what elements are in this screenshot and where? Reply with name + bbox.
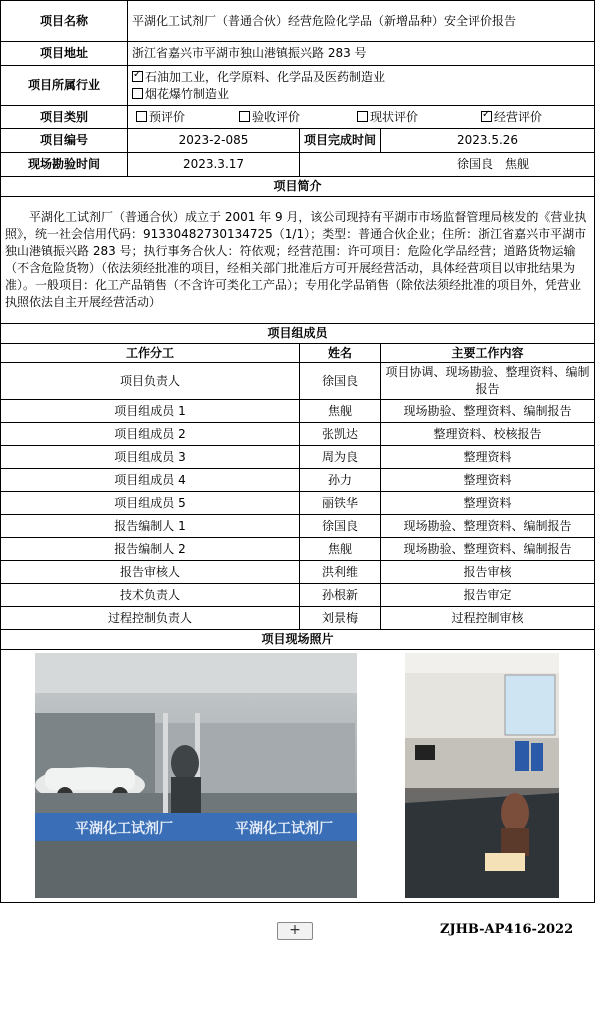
checkbox-icon [357,111,368,122]
member-row [1,584,595,607]
member-name: 洪利维 [300,561,381,584]
checkbox-icon [481,111,492,122]
member-row [1,400,595,423]
member-name: 刘景梅 [300,607,381,630]
project-name-value: 平湖化工试剂厂（普通合伙）经营危险化学品（新增品种）安全评价报告 [128,1,595,42]
member-role: 过程控制负责人 [1,607,300,630]
member-row [1,469,595,492]
member-work: 现场勘验、整理资料、编制报告 [381,538,595,561]
industry-option-label: 烟花爆竹制造业 [145,86,230,101]
member-work: 整理资料 [381,446,595,469]
member-role: 项目组成员 2 [1,423,300,446]
member-work: 过程控制审核 [381,607,595,630]
storefront-photo-image [35,653,357,898]
industry-option [132,69,590,86]
member-role: 项目组成员 5 [1,492,300,515]
member-role: 项目组成员 4 [1,469,300,492]
col-name-header: 姓名 [300,344,381,363]
office-photo-image [405,653,559,898]
member-name: 孙力 [300,469,381,492]
member-row [1,607,595,630]
member-work: 现场勘验、整理资料、编制报告 [381,400,595,423]
checkbox-icon [136,111,147,122]
member-name: 焦舰 [300,538,381,561]
member-name: 丽铁华 [300,492,381,515]
member-role: 项目组成员 3 [1,446,300,469]
member-row [1,446,595,469]
col-role-header: 工作分工 [1,344,300,363]
survey-time-label: 现场勘验时间 [1,153,128,177]
member-row [1,538,595,561]
member-name: 周为良 [300,446,381,469]
category-option [239,109,357,126]
member-role: 项目负责人 [1,363,300,400]
member-work: 报告审定 [381,584,595,607]
member-name: 张凯达 [300,423,381,446]
member-role: 报告编制人 2 [1,538,300,561]
project-address-label: 项目地址 [1,42,128,66]
member-work: 整理资料 [381,469,595,492]
col-work-header: 主要工作内容 [381,344,595,363]
office-photo [405,653,559,898]
category-option [357,109,481,126]
project-number-value: 2023-2-085 [128,129,300,153]
project-number-label: 项目编号 [1,129,128,153]
industry-option-label: 石油加工业，化学原料、化学品及医药制造业 [145,69,386,84]
project-industry-options [128,66,595,106]
project-industry-label: 项目所属行业 [1,66,128,106]
category-option-label: 经营评价 [494,109,543,124]
industry-option [132,86,590,103]
member-name: 徐国良 [300,515,381,538]
intro-text: 平湖化工试剂厂（普通合伙）成立于 2001 年 9 月，该公司现持有平湖市市场监督管理局核发的《营业执照》，统一社会信用代码：91330482730134725（1/1）；类型：普通合伙企业；住所：浙江省嘉兴市平湖市独山港镇振兴路 283 号；执行事务合伙人：符依观；经营范围：许可项目：危险化学品经营；道路货物运输（不含危险货物）（依法须经批准的项目，经相关部门批准后方可开展经营活动，具体经营项目以审批结果为准）。一般项目：化工产品销售（不含许可类化工产品）；专用化学品销售（除依法须经批准的项目外，凭营业执照依法自主开展经营活动） [1,197,595,324]
member-name: 孙根新 [300,584,381,607]
member-row [1,423,595,446]
category-option-label: 现状评价 [370,109,419,124]
photos-header: 项目现场照片 [1,630,595,650]
member-row [1,561,595,584]
checkbox-icon [239,111,250,122]
project-category-label: 项目类别 [1,106,128,129]
category-option-label: 验收评价 [252,109,301,124]
project-name-label: 项目名称 [1,1,128,42]
completion-time-label: 项目完成时间 [300,129,381,153]
category-option [128,109,239,126]
survey-staff: 徐国良 焦舰 [300,153,595,177]
member-work: 整理资料、校核报告 [381,423,595,446]
member-name: 徐国良 [300,363,381,400]
member-name: 焦舰 [300,400,381,423]
category-option [481,109,542,126]
intro-header: 项目简介 [1,177,595,197]
checkbox-icon [132,71,143,82]
member-row [1,363,595,400]
site-photos [1,650,595,903]
survey-time-value: 2023.3.17 [128,153,300,177]
member-work: 整理资料 [381,492,595,515]
member-role: 技术负责人 [1,584,300,607]
member-row [1,492,595,515]
project-address-value: 浙江省嘉兴市平湖市独山港镇振兴路 283 号 [128,42,595,66]
project-category-options [128,106,595,129]
member-work: 现场勘验、整理资料、编制报告 [381,515,595,538]
sign-text: 平湖化工试剂厂 [235,821,333,837]
member-role: 报告审核人 [1,561,300,584]
completion-time-value: 2023.5.26 [381,129,595,153]
member-work: 项目协调、现场勘验、整理资料、编制报告 [381,363,595,400]
document-code: ZJHB-AP416-2022 [440,922,574,937]
category-option-label: 预评价 [149,109,186,124]
member-role: 报告编制人 1 [1,515,300,538]
member-role: 项目组成员 1 [1,400,300,423]
member-work: 报告审核 [381,561,595,584]
expand-button[interactable]: + [277,922,313,940]
member-row [1,515,595,538]
members-header: 项目组成员 [1,324,595,344]
sign-text: 平湖化工试剂厂 [75,821,173,837]
checkbox-icon [132,88,143,99]
storefront-photo [35,653,357,898]
